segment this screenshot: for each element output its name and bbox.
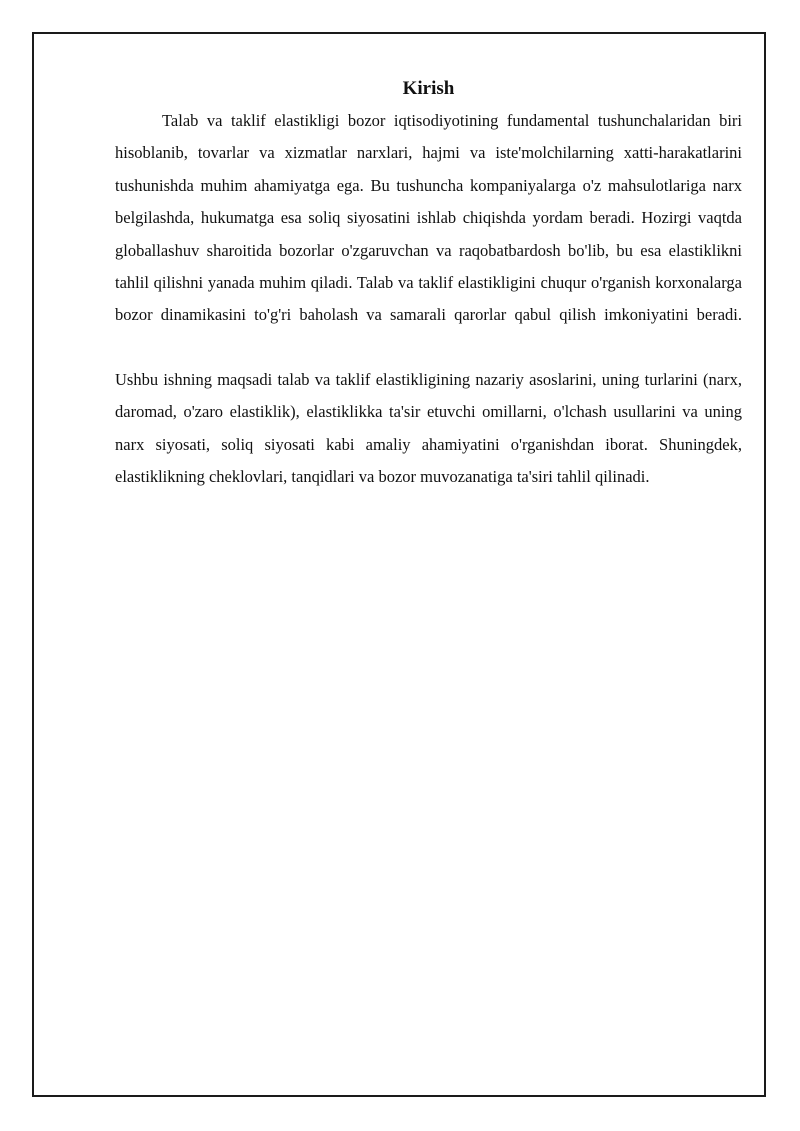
document-body: [115, 73, 742, 493]
intro-paragraph: [115, 105, 742, 332]
document-heading: Kirish: [402, 78, 455, 99]
intro-paragraph-text: Talab va taklif elastikligi bozor iqtisodiyotining fundamental tushunchalaridan biri hisoblanib, tovarlar va xizmatlar narxlari, hajmi va iste'molchilarning xatti-harakatlarini tushunishda muhim ahamiyatga ega. Bu tushuncha kompaniyalarga o'z mahsulotlariga narx belgilashda, hukumatga esa soliq siyosatini ishlab chiqishda yordam beradi. Hozirgi vaqtda globallashuv sharoitida bozorlar o'zgaruvchan va raqobatbardosh bo'lib, bu esa elastiklikni tahlil qilishni yanada muhim qiladi. Talab va taklif elastikligini chuqur o'rganish korxonalarga bozor dinamikasini to'g'ri baholash va samarali qarorlar qabul qilish imkoniyatini beradi.: [115, 111, 742, 325]
aim-paragraph: Ushbu ishning maqsadi talab va taklif elastikligining nazariy asoslarini, uning turlarini (narx, daromad, o'zaro elastiklik), elastiklikka ta'sir etuvchi omillarni, o'lchash usullarini va uning narx siyosati, soliq siyosati kabi amaliy ahamiyatini o'rganishdan iborat. Shuningdek, elastiklikning cheklovlari, tanqidlari va bozor muvozanatiga ta'siri tahlil qilinadi.: [115, 369, 742, 487]
